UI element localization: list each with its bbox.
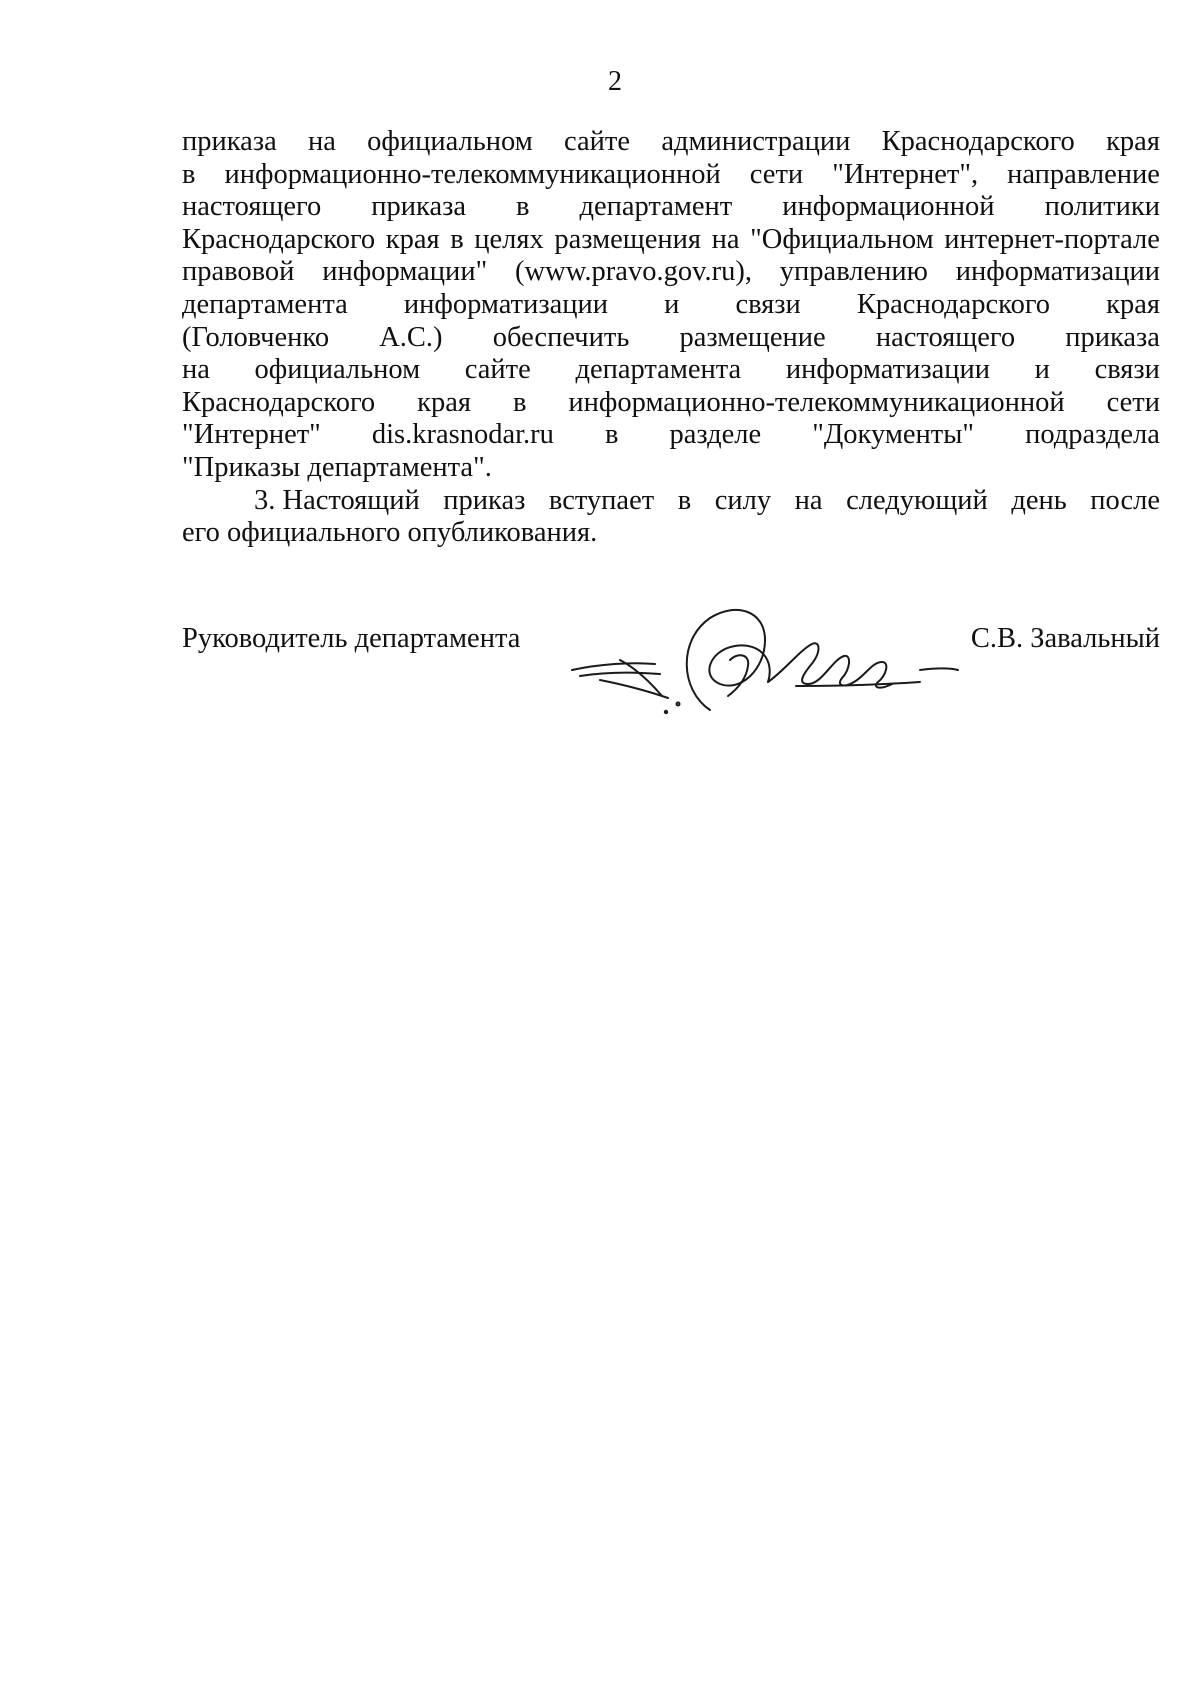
text-line: 3. Настоящий приказ вступает в силу на следующий день после <box>254 484 1160 516</box>
handwritten-signature <box>560 600 1000 730</box>
text-line: его официального опубликования. <box>182 517 598 549</box>
signer-position: Руководитель департамента <box>182 623 521 654</box>
document-body <box>182 126 1160 550</box>
signer-name: С.В. Завальный <box>970 623 1160 654</box>
text-line: в информационно-телекоммуникационной сети "Интернет", направление <box>182 158 1160 190</box>
text-line: Краснодарского края в информационно-телекоммуникационной сети <box>182 386 1160 418</box>
paragraph-3 <box>182 485 1160 550</box>
text-line: настоящего приказа в департамент информационной политики <box>182 191 1160 223</box>
text-line: правовой информации" (www.pravo.gov.ru), управлению информатизации <box>182 256 1160 288</box>
text-line: департамента информатизации и связи Краснодарского края <box>182 288 1160 320</box>
text-line: "Приказы департамента". <box>182 451 492 483</box>
paragraph-2-continuation <box>182 126 1160 485</box>
text-line: на официальном сайте департамента информатизации и связи <box>182 354 1160 386</box>
page-number: 2 <box>608 66 622 97</box>
text-line: "Интернет" dis.krasnodar.ru в разделе "Документы" подраздела <box>182 419 1160 451</box>
text-line: приказа на официальном сайте администрации Краснодарского края <box>182 126 1160 157</box>
text-line: Краснодарского края в целях размещения на "Официальном интернет-портале <box>182 223 1160 255</box>
text-line: (Головченко А.С.) обеспечить размещение настоящего приказа <box>182 321 1160 353</box>
